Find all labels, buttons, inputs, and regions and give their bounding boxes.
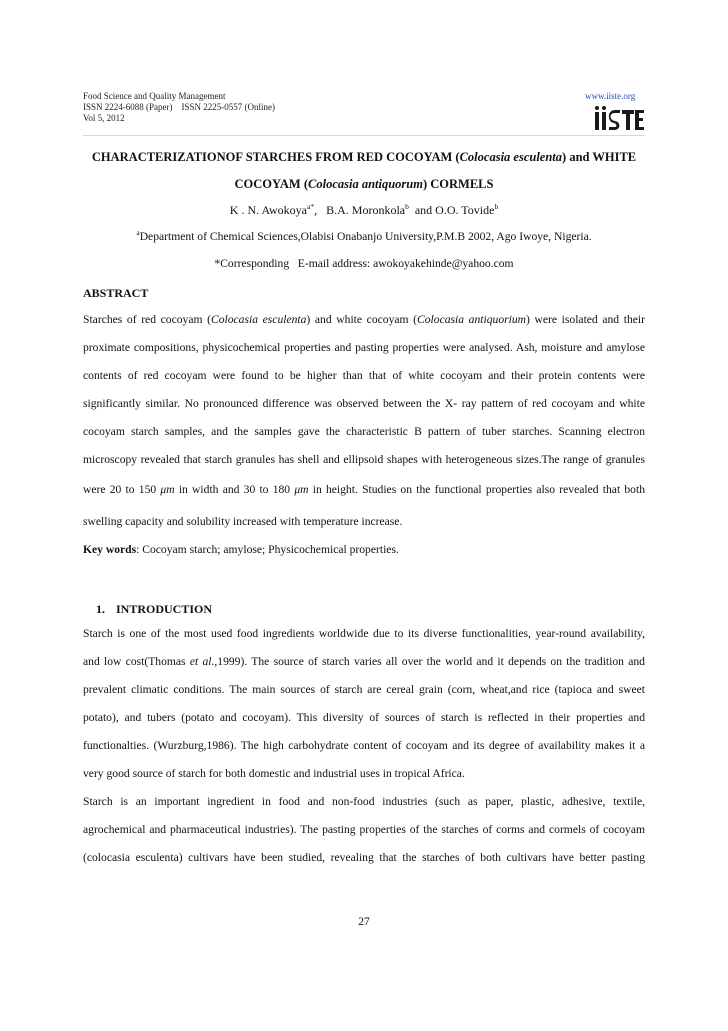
section-title: INTRODUCTION	[116, 602, 213, 616]
intro-line: functionalties. (Wurzburg,1986). The high carbohydrate content of cocoyam and its degree of availability makes it a	[83, 739, 645, 752]
abstract-species: Colocasia antiquorium	[417, 313, 527, 326]
affiliation-sup: a	[136, 228, 140, 237]
keywords-text: : Cocoyam starch; amylose; Physicochemical properties.	[136, 543, 399, 556]
abstract-line: significantly similar. No pronounced difference was observed between the X- ray pattern of red cocoyam and white	[83, 397, 645, 410]
abstract-line	[83, 313, 645, 327]
abstract-species: Colocasia esculenta	[210, 313, 307, 326]
intro-line: very good source of starch for both domestic and industrial uses in tropical Africa.	[83, 767, 465, 780]
title-species-1: Colocasia esculenta	[459, 150, 563, 164]
author-2-sup: b	[405, 202, 409, 211]
affiliation-text: Department of Chemical Sciences,Olabisi Onabanjo University,P.M.B 2002, Ago Iwoye, Nigeria.	[139, 230, 592, 243]
introduction-heading	[96, 602, 212, 617]
abstract-line	[83, 483, 645, 497]
page-number: 27	[358, 916, 370, 928]
intro-text: .,1999). The source of starch varies all over the world and it depends on the tradition and	[211, 655, 645, 668]
intro-line: potato), and tubers (potato and cocoyam). This diversity of sources of starch is reflected in their properties and	[83, 711, 645, 724]
abstract-line: proximate compositions, physicochemical properties and pasting properties were analysed. Ash, moisture and amylose	[83, 341, 645, 354]
intro-line: Starch is an important ingredient in food and non-food industries (such as paper, plastic, adhesive, textile,	[83, 795, 645, 808]
author-2: , B.A. Moronkola	[314, 203, 406, 217]
abstract-text: Starches of red cocoyam (	[83, 313, 211, 326]
paper-title-line-1	[83, 150, 645, 165]
intro-line: agrochemical and pharmaceutical industries). The pasting properties of the starches of corms and cormels of cocoyam	[83, 823, 645, 836]
intro-etal: et al	[189, 655, 212, 668]
title-text: ) CORMELS	[422, 177, 494, 191]
section-number: 1.	[96, 602, 105, 616]
intro-line: Starch is one of the most used food ingredients worldwide due to its diverse functionalities, year-round availability,	[83, 627, 645, 640]
abstract-text: ) were isolated and their	[526, 313, 645, 326]
paper-title-line-2	[83, 177, 645, 192]
abstract-heading: ABSTRACT	[83, 286, 149, 300]
micrometre-unit: μm	[294, 483, 309, 496]
author-3: and O.O. Tovide	[408, 203, 495, 217]
keywords-label: Key words	[83, 543, 137, 556]
abstract-line: cocoyam starch samples, and the samples gave the characteristic B pattern of tuber starches. Scanning electron	[83, 425, 645, 438]
title-text: COCOYAM (	[234, 177, 309, 191]
abstract-text: in width and 30 to 180	[174, 483, 295, 496]
author-3-sup: b	[494, 202, 499, 211]
abstract-line: swelling capacity and solubility increased with temperature increase.	[83, 515, 403, 528]
abstract-line: contents of red cocoyam were found to be higher than that of white cocoyam and their protein contents were	[83, 369, 645, 382]
iiste-logo	[593, 104, 645, 132]
abstract-text: ) and white cocoyam (	[306, 313, 418, 326]
intro-line	[83, 655, 645, 669]
journal-issn: ISSN 2224-6088 (Paper) ISSN 2225-0557 (Online)	[83, 102, 275, 112]
title-text: CHARACTERIZATIONOF STARCHES FROM RED COCOYAM (	[91, 150, 460, 164]
intro-text: and low cost(Thomas	[83, 655, 190, 668]
micrometre-unit: μm	[160, 483, 175, 496]
abstract-line: microscopy revealed that starch granules has shell and ellipsoid shapes with heterogeneous sizes.The range of granules	[83, 453, 645, 466]
journal-volume: Vol 5, 2012	[83, 113, 125, 123]
corresponding-author: *Corresponding E-mail address: awokoyakehinde@yahoo.com	[214, 257, 514, 270]
header-rule	[83, 135, 645, 136]
keywords	[83, 543, 399, 556]
authors	[83, 203, 645, 218]
affiliation	[83, 230, 645, 243]
title-species-2: Colocasia antiquorum	[308, 177, 423, 191]
title-text: ) and WHITE	[562, 150, 637, 164]
author-1: K . N. Awokoya	[229, 203, 308, 217]
journal-header	[83, 91, 275, 124]
journal-name: Food Science and Quality Management	[83, 91, 226, 101]
iiste-logo-mark	[595, 106, 644, 130]
intro-line: (colocasia esculenta) cultivars have been studied, revealing that the starches of both cultivars have better pasting	[83, 851, 645, 864]
abstract-text: were 20 to 150	[83, 483, 161, 496]
author-1-sup: a*	[307, 202, 315, 211]
abstract-text: in height. Studies on the functional properties also revealed that both	[308, 483, 645, 496]
journal-url[interactable]: www.iiste.org	[585, 91, 636, 101]
intro-line: prevalent climatic conditions. The main sources of starch are cereal grain (corn, wheat,and rice (tapioca and sweet	[83, 683, 645, 696]
